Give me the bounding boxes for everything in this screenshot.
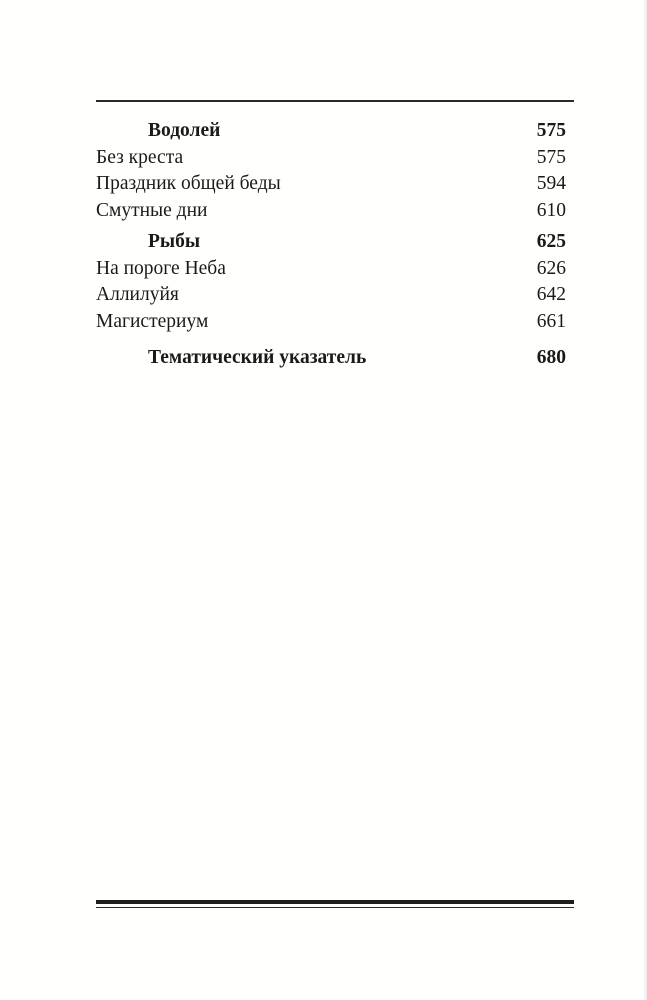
toc-title: Без креста xyxy=(96,146,184,168)
toc-title: Смутные дни xyxy=(96,199,208,221)
toc-entry xyxy=(96,198,566,225)
toc-page-number: 626 xyxy=(536,257,566,279)
toc-entry xyxy=(96,282,566,309)
toc-title: Праздник общей беды xyxy=(96,173,281,194)
toc-section-ryby xyxy=(96,229,566,256)
toc-page-number: 610 xyxy=(536,199,566,221)
bottom-rule-thin xyxy=(96,907,574,908)
toc-entry xyxy=(96,171,566,198)
toc-page-number: 575 xyxy=(536,120,566,141)
toc-entry xyxy=(96,309,566,336)
toc-page-number: 680 xyxy=(536,347,566,368)
toc-title: Рыбы xyxy=(148,231,201,252)
toc-page-number: 575 xyxy=(536,146,566,168)
toc-title: На пороге Неба xyxy=(96,257,226,279)
bottom-rule-thick xyxy=(96,900,574,904)
toc-entry xyxy=(96,256,566,283)
toc-page-number: 594 xyxy=(536,173,566,194)
toc-title: Аллилуйя xyxy=(96,284,179,305)
toc-title: Водолей xyxy=(148,120,221,141)
toc-section-vodoley xyxy=(96,118,566,145)
top-rule xyxy=(96,100,574,102)
table-of-contents xyxy=(96,118,566,372)
toc-entry xyxy=(96,145,566,172)
toc-title: Тематический указатель xyxy=(148,347,367,368)
toc-page-number: 625 xyxy=(536,231,566,252)
toc-page-number: 661 xyxy=(536,310,566,332)
toc-title: Магистериум xyxy=(96,310,209,332)
toc-section-thematic-index xyxy=(96,345,566,372)
toc-page-number: 642 xyxy=(536,284,566,305)
